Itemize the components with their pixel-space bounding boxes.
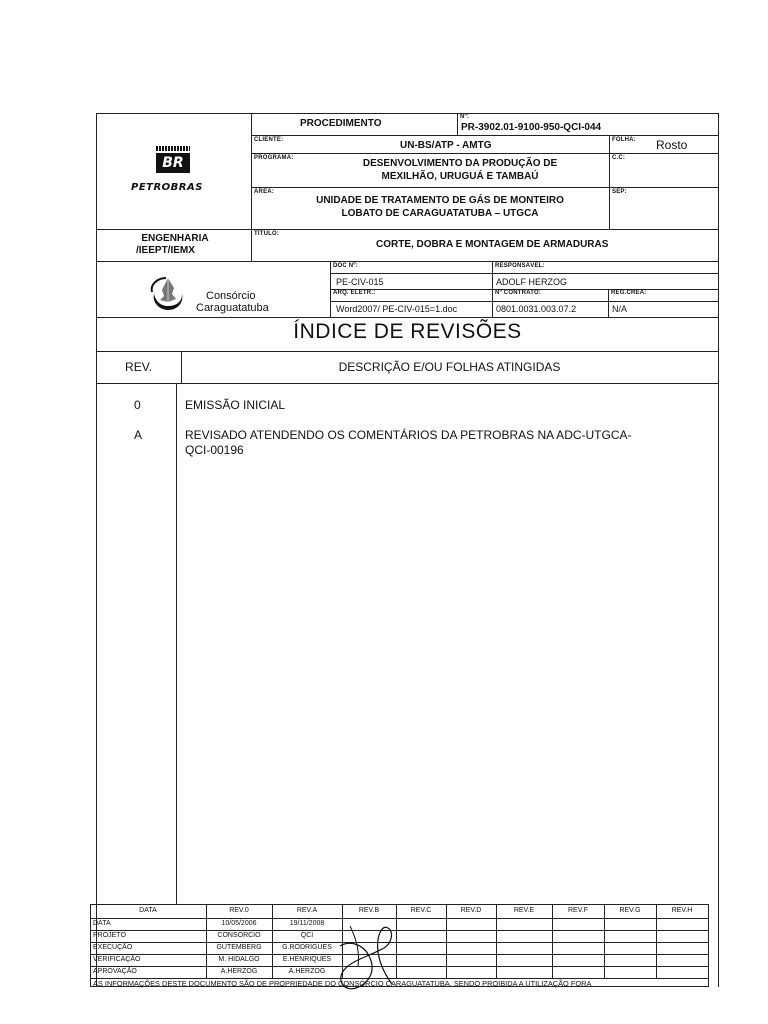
folha-label: FOLHA: — [612, 137, 636, 143]
revision-description-cont: QCI-00196 — [185, 443, 244, 457]
col-header-data: DATA — [139, 907, 157, 914]
contrato-label: Nº CONTRATO: — [495, 290, 542, 296]
row-label: EXECUÇÃO — [93, 944, 133, 951]
row-reva-value: QCI — [300, 932, 314, 939]
regcrea-label: REG.CREA: — [611, 290, 647, 296]
row-label: VERIFICAÇÃO — [93, 956, 141, 963]
area-label: ÁREA: — [254, 189, 274, 195]
col-header-revg: REV.G — [619, 907, 641, 914]
index-title: ÍNDICE DE REVISÕES — [293, 320, 522, 343]
area-line1: UNIDADE DE TRATAMENTO DE GÁS DE MONTEIRO — [316, 195, 564, 206]
cc-label: C.C: — [612, 155, 626, 161]
col-header-reve: REV.E — [513, 907, 535, 914]
revision-description: REVISADO ATENDENDO OS COMENTÁRIOS DA PETROBRAS NA ADC-UTGCA- — [185, 428, 632, 442]
contrato-value: 0801.0031.003.07.2 — [496, 304, 577, 314]
rev-column-header: REV. — [125, 360, 152, 374]
doc-value: PE-CIV-015 — [336, 277, 384, 287]
revision-description: EMISSÃO INICIAL — [185, 398, 286, 412]
procedimento-label: PROCEDIMENTO — [300, 118, 382, 129]
responsavel-value: ADOLF HERZOG — [496, 277, 568, 287]
cliente-value: UN-BS/ATP - AMTG — [400, 140, 492, 151]
sep-label: SEP: — [612, 189, 627, 195]
numero-label: Nº: — [460, 114, 470, 120]
row-reva-value: G.RODRIGUES — [282, 944, 332, 951]
col-header-revd: REV.D — [460, 907, 482, 914]
col-header-revh: REV.H — [671, 907, 693, 914]
revision-number: A — [134, 428, 143, 442]
area-line2: LOBATO DE CARAGUATATUBA – UTGCA — [341, 208, 539, 219]
folha-value: Rosto — [656, 138, 688, 152]
col-header-rev0: REV.0 — [229, 907, 249, 914]
description-column-header: DESCRIÇÃO E/OU FOLHAS ATINGIDAS — [338, 360, 561, 374]
consorcio-line2: Caraguatatuba — [196, 302, 269, 314]
regcrea-value: N/A — [612, 304, 628, 314]
engenharia-line2: /IEEPT/IEMX — [136, 245, 195, 256]
consorcio-line1: Consórcio — [206, 290, 256, 302]
arq-label: ARQ. ELETR.: — [333, 290, 376, 296]
programa-line2: MEXILHÃO, URUGUÁ E TAMBAÚ — [381, 171, 539, 182]
document-number: PR-3902.01-9100-950-QCI-044 — [461, 122, 602, 133]
arq-value: Word2007/ PE-CIV-015=1.doc — [336, 304, 458, 314]
petrobras-logo — [156, 146, 190, 176]
row-rev0-value: GUTEMBERG — [216, 944, 262, 951]
programa-label: PROGRAMA: — [254, 155, 294, 161]
titulo-value: CORTE, DOBRA E MONTAGEM DE ARMADURAS — [376, 239, 609, 250]
row-rev0-value: CONSORCIO — [217, 932, 261, 939]
titulo-label: TÍTULO: — [254, 231, 280, 237]
row-label: APROVAÇÃO — [93, 968, 137, 975]
row-label: DATA — [93, 920, 111, 927]
col-header-revc: REV.C — [410, 907, 432, 914]
revision-number: 0 — [134, 398, 141, 412]
br-logo-mark: BR — [156, 153, 190, 173]
row-rev0-value: 10/05/2006 — [221, 920, 257, 927]
footer-note: AS INFORMAÇÕES DESTE DOCUMENTO SÃO DE PROPRIEDADE DO CONSÓRCIO CARAGUATATUBA, SENDO PROIBIDA A UTILIZAÇÃO FORA — [93, 979, 592, 988]
row-label: PROJETO — [93, 932, 126, 939]
petrobras-wordmark: PETROBRAS — [131, 182, 203, 193]
responsavel-label: RESPONSÁVEL: — [495, 263, 545, 269]
consorcio-logo-icon — [146, 272, 188, 314]
col-header-revf: REV.F — [568, 907, 588, 914]
programa-line1: DESENVOLVIMENTO DA PRODUÇÃO DE — [362, 158, 558, 169]
row-reva-value: 19/11/2008 — [289, 920, 325, 927]
cliente-label: CLIENTE: — [254, 137, 284, 143]
row-reva-value: A.HERZOG — [288, 968, 326, 975]
col-header-revb: REV.B — [358, 907, 380, 914]
row-rev0-value: A.HERZOG — [220, 968, 258, 975]
doc-label: DOC Nº: — [333, 263, 358, 269]
engenharia-line1: ENGENHARIA — [141, 233, 209, 244]
col-header-reva: REV.A — [296, 907, 318, 914]
row-reva-value: E.HENRIQUES — [282, 956, 332, 963]
row-rev0-value: M. HIDALGO — [218, 956, 260, 963]
